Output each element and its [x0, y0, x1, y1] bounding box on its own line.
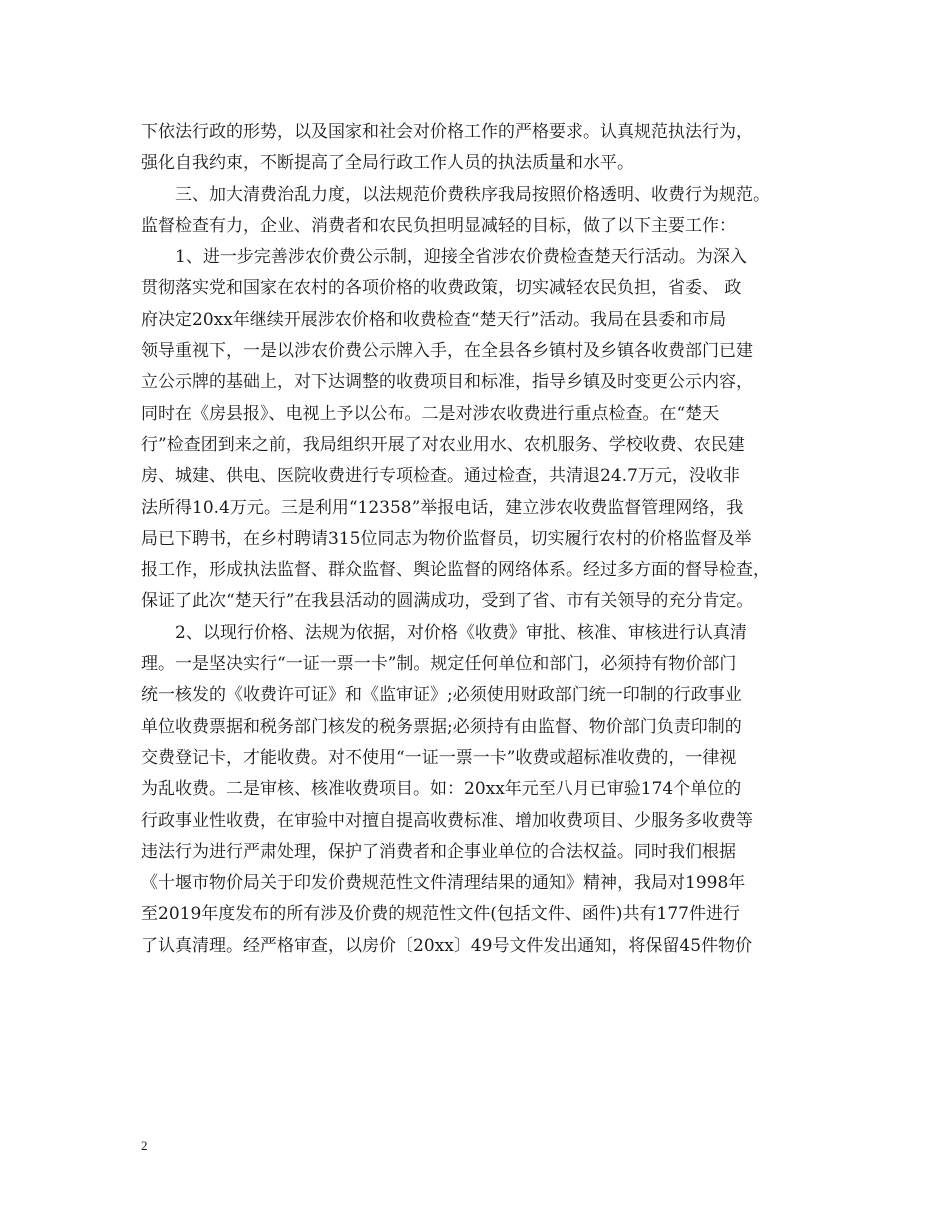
text-line: 为乱收费。二是审核、核准收费项目。如：20xx年元至八月已审验174个单位的	[141, 779, 742, 800]
paragraph-first-line: 1、进一步完善涉农价费公示制，迎接全省涉农价费检查楚天行活动。为深入	[175, 247, 747, 268]
paragraph-first-line: 2、以现行价格、法规为依据，对价格《收费》审批、核准、审核进行认真清	[175, 622, 747, 643]
text-line: 下依法行政的形势，以及国家和社会对价格工作的严格要求。认真规范执法行为，	[141, 122, 753, 142]
text-line: 理。一是坚决实行“一证一票一卡”制。规定任何单位和部门，必须持有物价部门	[141, 654, 737, 675]
text-line: 立公示牌的基础上，对下达调整的收费项目和标准，指导乡镇及时变更公示内容，	[141, 372, 753, 393]
text-line: 行”检查团到来之前，我局组织开展了对农业用水、农机服务、学校收费、农民建	[141, 434, 745, 455]
text-line: 局已下聘书，在乡村聘请315位同志为物价监督员，切实履行农村的价格监督及举	[141, 528, 752, 549]
text-line: 单位收费票据和税务部门核发的税务票据;必须持有由监督、物价部门负责印制的	[141, 716, 742, 737]
document-body	[141, 117, 821, 962]
text-line: 强化自我约束，不断提高了全局行政工作人员的执法质量和水平。	[141, 153, 634, 174]
text-line: 统一核发的《收费许可证》和《监审证》;必须使用财政部门统一印制的行政事业	[141, 685, 742, 706]
page-number: 2	[141, 1138, 148, 1153]
paragraph-first-line: 三、加大清费治乱力度，以法规范价费秩序我局按照价格透明、收费行为规范。	[175, 184, 770, 205]
text-line: 贯彻落实党和国家在农村的各项价格的收费政策，切实减轻农民负担，省委、 政	[141, 278, 742, 299]
text-line: 了认真清理。经严格审查，以房价〔20xx〕49号文件发出通知，将保留45件物价	[141, 935, 753, 956]
text-line: 法所得10.4万元。三是利用“12358”举报电话，建立涉农收费监督管理网络，我	[141, 497, 744, 518]
text-line: 至2019年度发布的所有涉及价费的规范性文件(包括文件、函件)共有177件进行	[141, 904, 740, 925]
text-line: 报工作，形成执法监督、群众监督、舆论监督的网络体系。经过多方面的督导检查，	[141, 560, 770, 581]
text-line: 交费登记卡，才能收费。对不使用“一证一票一卡”收费或超标准收费的，一律视	[141, 747, 737, 768]
text-line: 府决定20xx年继续开展涉农价格和收费检查“楚天行”活动。我局在县委和市局	[141, 309, 727, 330]
text-line: 《十堰市物价局关于印发价费规范性文件清理结果的通知》精神，我局对1998年	[141, 873, 746, 894]
text-line: 行政事业性收费，在审验中对擅自提高收费标准、增加收费项目、少服务多收费等	[141, 810, 753, 831]
text-line: 监督检查有力，企业、消费者和农民负担明显减轻的目标，做了以下主要工作：	[141, 215, 736, 236]
text-line: 领导重视下，一是以涉农价费公示牌入手，在全县各乡镇村及乡镇各收费部门已建	[141, 341, 753, 362]
text-line: 同时在《房县报》、电视上予以公布。二是对涉农收费进行重点检查。在“楚天	[141, 403, 720, 424]
text-line: 房、城建、供电、医院收费进行专项检查。通过检查，共清退24.7万元，没收非	[141, 466, 740, 487]
text-line: 违法行为进行严肃处理，保护了消费者和企事业单位的合法权益。同时我们根据	[141, 841, 736, 862]
text-line: 保证了此次“楚天行”在我县活动的圆满成功，受到了省、市有关领导的充分肯定。	[141, 591, 754, 612]
